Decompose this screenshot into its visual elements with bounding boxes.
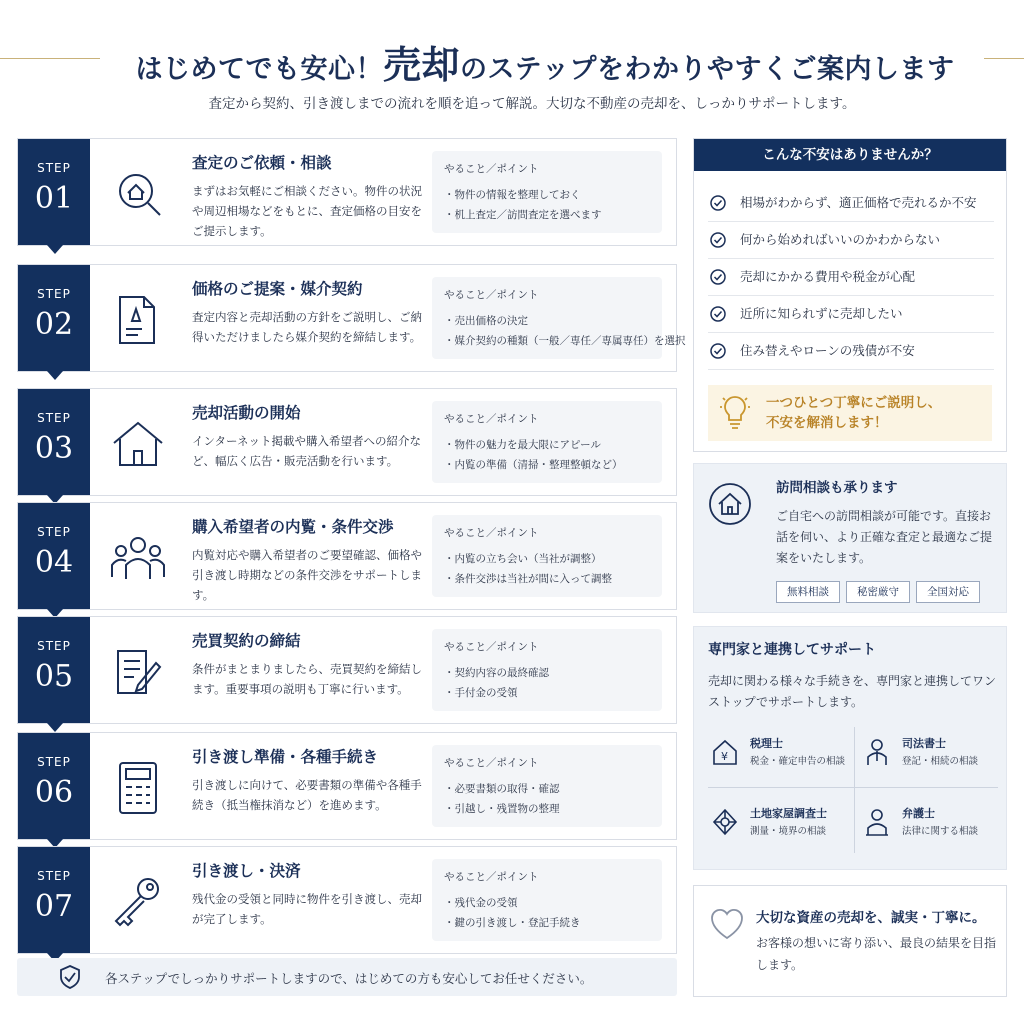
step-badge: STEP 05 [18,617,90,723]
footer-banner [17,958,677,996]
step-badge: STEP 03 [18,389,90,495]
step-card [17,732,677,840]
step-number: 04 [34,545,74,580]
point-item: ・ 手付金の受領 [444,683,549,703]
lawyer-icon [862,807,892,837]
point-item: ・ 物件の情報を整理しておく [444,185,602,205]
closing-description: お客様の想いに寄り添い、最良の結果を目指します。 [756,936,997,972]
document-icon [108,293,168,347]
list-item: 何から始めればいいのかわからない [708,222,994,259]
title-rule-right [984,58,1024,59]
heart-icon [708,906,746,942]
closing-title: 大切な資産の売却を、誠実・丁寧に。 [756,910,986,926]
tax-accountant-icon [710,737,740,767]
check-circle-icon [710,195,726,211]
step-points: やること／ポイント ・ 物件の情報を整理しておく ・ 机上査定／訪問査定を選べます [432,151,662,233]
step-title: 価格のご提案・媒介契約 [192,280,363,298]
step-card [17,388,677,496]
step-badge: STEP 04 [18,503,90,609]
step-title: 引き渡し・決済 [192,862,301,880]
check-circle-icon [710,232,726,248]
expert-item: 司法書士 登記・相続の相談 [860,723,1000,783]
step-points: やること／ポイント ・ 契約内容の最終確認 ・ 手付金の受領 [432,629,662,711]
lightbulb-icon [718,395,752,431]
step-points: やること／ポイント ・ 物件の魅力を最大限にアピール ・ 内覧の準備（清掃・整理整頓など） [432,401,662,483]
step-description: 引き渡しに向けて、必要書類の準備や各種手続き（抵当権抹消など）を進めます。 [192,778,422,812]
step-card [17,264,686,372]
point-item: ・ 机上査定／訪問査定を選べます [444,205,602,225]
list-item: 住み替えやローンの残債が不安 [708,333,994,370]
check-circle-icon [710,343,726,359]
land-surveyor-icon [710,807,740,837]
step-card [17,138,677,246]
tag-nationwide: 全国対応 [916,581,980,603]
page-title: はじめてでも安心！売却のステップをわかりやすくご案内します [135,42,955,87]
list-item: 売却にかかる費用や税金が心配 [708,259,994,296]
step-badge: STEP 02 [18,265,90,371]
point-item: ・ 引越し・残置物の整理 [444,799,560,819]
point-item: ・ 物件の魅力を最大限にアピール [444,435,623,455]
expert-grid [708,723,998,859]
step-description: 査定内容と売却活動の方針をご説明し、ご納得いただけましたら媒介契約を締結します。 [192,310,422,344]
step-points: やること／ポイント ・ 売出価格の決定 ・ 媒介契約の種類（一般／専任／専属専任）を選択 [432,277,662,359]
concerns-title: こんな不安はありませんか？ [694,139,1006,171]
expert-item: ¥ 税理士 税金・確定申告の相談 [708,723,848,783]
list-item: 相場がわからず、適正価格で売れるか不安 [708,185,994,222]
point-item: ・ 条件交渉は当社が間に入って調整 [444,569,612,589]
tag-confidential: 秘密厳守 [846,581,910,603]
key-icon [108,875,168,929]
step-title: 引き渡し準備・各種手続き [192,748,379,766]
step-title: 購入希望者の内覧・条件交渉 [192,518,394,536]
list-item: 近所に知られずに売却したい [708,296,994,333]
expert-description: 売却に関わる様々な手続きを、専門家と連携してワンストップでサポートします。 [708,674,997,709]
step-badge: STEP 06 [18,733,90,839]
house-icon [108,417,168,471]
step-points: やること／ポイント ・ 内覧の立ち会い（当社が調整） ・ 条件交渉は当社が間に入って調整 [432,515,662,597]
people-icon [108,531,168,585]
title-rule-left [0,58,100,59]
step-number: 06 [34,775,74,810]
expert-panel [693,626,1007,870]
point-item: ・ 売出価格の決定 [444,311,686,331]
point-item: ・ 鍵の引き渡し・登記手続き [444,913,581,933]
point-item: ・ 契約内容の最終確認 [444,663,549,683]
visit-title: 訪問相談も承ります [776,480,898,496]
step-title: 売買契約の締結 [192,632,301,650]
step-description: インターネット掲載や購入希望者への紹介など、幅広く広告・販売活動を行います。 [192,434,421,468]
step-number: 07 [34,889,74,924]
judicial-scrivener-icon [862,737,892,767]
point-item: ・ 必要書類の取得・確認 [444,779,560,799]
page-subtitle: 査定から契約、引き渡しまでの流れを順を追って解説。大切な不動産の売却を、しっかりサポートします。 [208,96,856,112]
concerns-list [708,185,994,370]
check-circle-icon [710,306,726,322]
house-search-icon [108,167,168,221]
step-description: 条件がまとまりましたら、売買契約を締結します。重要事項の説明も丁寧に行います。 [192,662,422,696]
step-badge: STEP 07 [18,847,90,953]
step-number: 05 [34,659,74,694]
closing-panel [693,885,1007,997]
step-title: 査定のご依頼・相談 [192,154,332,172]
tag-free-consult: 無料相談 [776,581,840,603]
divider [708,787,998,788]
point-item: ・ 内覧の準備（清掃・整理整頓など） [444,455,623,475]
page-header [0,0,1024,130]
contract-pen-icon [108,645,168,699]
check-circle-icon [710,269,726,285]
step-card [17,616,677,724]
visit-description: ご自宅への訪問相談が可能です。直接お話を伺い、より正確な査定と最適なご提案をいたします。 [776,509,993,565]
step-card [17,502,677,610]
reassure-box [708,385,992,441]
step-points: やること／ポイント ・ 必要書類の取得・確認 ・ 引越し・残置物の整理 [432,745,662,827]
step-badge: STEP 01 [18,139,90,245]
point-item: ・ 残代金の受領 [444,893,581,913]
divider [854,727,855,853]
step-number: 01 [34,181,74,216]
step-card [17,846,677,954]
expert-item: 弁護士 法律に関する相談 [860,793,1000,853]
shield-check-icon [57,964,83,990]
concerns-panel [693,138,1007,452]
footer-text: 各ステップでしっかりサポートしますので、はじめての方も安心してお任せください。 [105,971,593,986]
point-item: ・ 内覧の立ち会い（当社が調整） [444,549,612,569]
expert-title: 専門家と連携してサポート [708,642,876,658]
step-number: 03 [34,431,74,466]
step-points: やること／ポイント ・ 残代金の受領 ・ 鍵の引き渡し・登記手続き [432,859,662,941]
home-consult-icon [708,482,752,526]
expert-item: 土地家屋調査士 測量・境界の相談 [708,793,848,853]
step-description: 残代金の受領と同時に物件を引き渡し、売却が完了します。 [192,892,422,926]
visit-consult-panel [693,463,1007,613]
point-item: ・ 媒介契約の種類（一般／専任／専属専任）を選択 [444,331,686,351]
step-title: 売却活動の開始 [192,404,301,422]
step-number: 02 [34,307,74,342]
visit-tags [776,580,986,603]
reassure-text: 一つひとつ丁寧にご説明し、 不安を解消します！ [766,395,942,431]
svg-text:¥: ¥ [721,750,728,763]
step-description: まずはお気軽にご相談ください。物件の状況や周辺相場などをもとに、査定価格の目安をご提示します。 [192,184,422,238]
step-description: 内覧対応や購入希望者のご要望確認、価格や引き渡し時期などの条件交渉をサポートします。 [192,548,422,602]
calculator-icon [108,761,168,815]
